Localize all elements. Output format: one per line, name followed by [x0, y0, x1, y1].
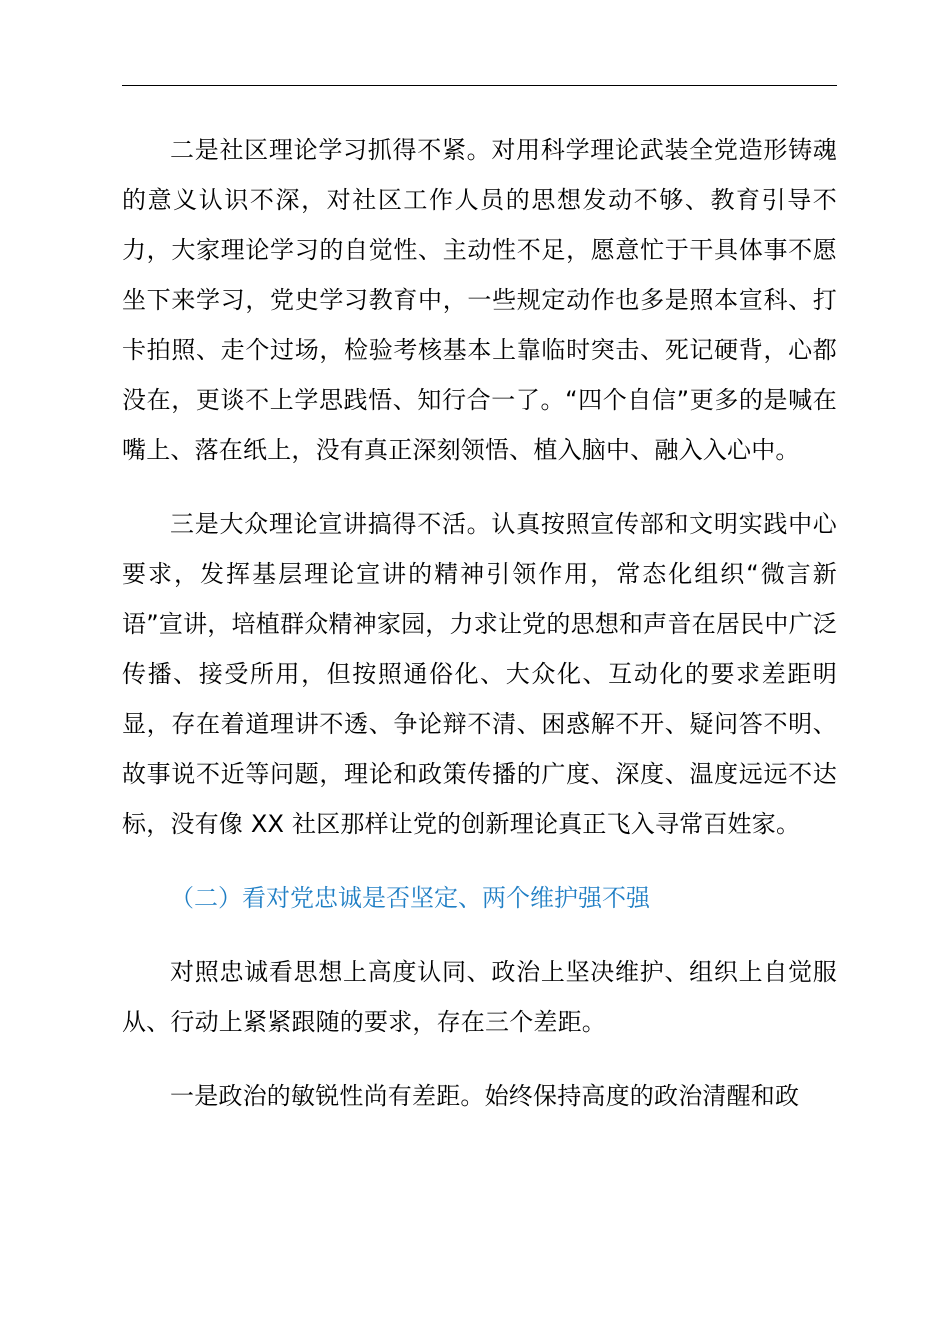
- paragraph-spacer: [122, 1047, 837, 1071]
- paragraph-political-sensitivity: 一是政治的敏锐性尚有差距。始终保持高度的政治清醒和政: [170, 1082, 800, 1110]
- header-rule: [122, 85, 837, 86]
- section-heading: （二）看对党忠诚是否坚定、两个维护强不强: [170, 884, 650, 912]
- paragraph-spacer: [122, 849, 837, 873]
- paragraph-spacer: [122, 923, 837, 947]
- paragraph-theory-lecture: 三是大众理论宣讲搞得不活。认真按照宣传部和文明实践中心要求，发挥基层理论宣讲的精神引领作用，常态化组织“微言新语”宣讲，培植群众精神家园，力求让党的思想和声音在居民中广泛传播、接受所用，但按照通俗化、大众化、互动化的要求差距明显，存在着道理讲不透、争论辩不清、困惑解不开、疑问答不明、故事说不近等问题，理论和政策传播的广度、深度、温度远远不达标，没有像 XX 社区那样让党的创新理论真正飞入寻常百姓家。: [122, 510, 837, 838]
- paragraph-loyalty-intro: 对照忠诚看思想上高度认同、政治上坚决维护、组织上自觉服从、行动上紧紧跟随的要求，存在三个差距。: [122, 958, 837, 1036]
- document-body: [122, 125, 837, 1121]
- paragraph-community-study: 二是社区理论学习抓得不紧。对用科学理论武装全党造形铸魂的意义认识不深，对社区工作人员的思想发动不够、教育引导不力，大家理论学习的自觉性、主动性不足，愿意忙于干具体事不愿坐下来学习，党史学习教育中，一些规定动作也多是照本宣科、打卡拍照、走个过场，检验考核基本上靠临时突击、死记硬背，心都没在，更谈不上学思践悟、知行合一了。“四个自信”更多的是喊在嘴上、落在纸上，没有真正深刻领悟、植入脑中、融入入心中。: [122, 136, 837, 464]
- paragraph-spacer: [122, 475, 837, 499]
